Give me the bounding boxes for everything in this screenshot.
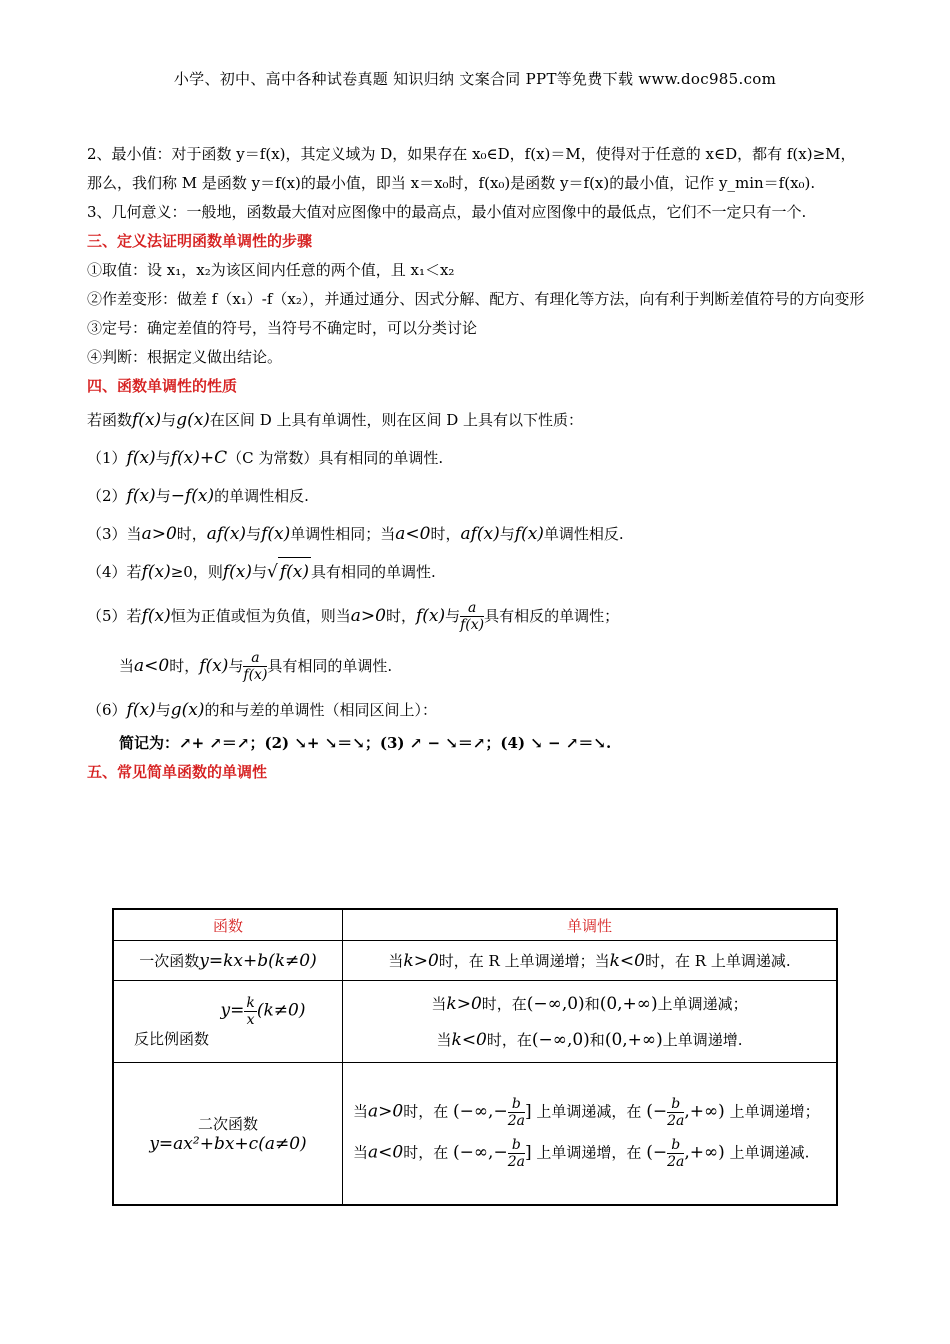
text: 上单调递增； bbox=[729, 1102, 820, 1121]
line-positive bbox=[353, 1096, 826, 1129]
text: 与 bbox=[499, 524, 515, 543]
section-heading-4: 四、函数单调性的性质 bbox=[87, 377, 238, 395]
text: 在区间 D 上具有单调性，则在区间 D 上具有以下性质： bbox=[209, 410, 584, 429]
math: f(x) bbox=[514, 523, 544, 544]
formula: y=kx+b(k≠0) bbox=[199, 951, 317, 971]
formula: y=ax²+bx+c(a≠0) bbox=[149, 1133, 307, 1154]
text: 上单调递减. bbox=[729, 1143, 810, 1162]
text: 与 bbox=[155, 486, 171, 505]
math-g: g(x) bbox=[176, 409, 210, 430]
text: 时， bbox=[169, 656, 200, 675]
math: f(x)+C bbox=[170, 447, 228, 468]
math: k<0 bbox=[451, 1029, 487, 1050]
cell-monotonicity bbox=[343, 981, 838, 1063]
denominator: f(x) bbox=[460, 616, 485, 633]
text: 时，在 bbox=[403, 1143, 449, 1162]
denominator: f(x) bbox=[243, 666, 268, 683]
text: 单调性相反. bbox=[543, 524, 624, 543]
denominator: x bbox=[246, 1011, 255, 1028]
text: 上单调递减，在 bbox=[536, 1102, 642, 1121]
text: 与 bbox=[246, 524, 262, 543]
text: 时，在 R 上单调递增；当 bbox=[438, 952, 610, 970]
text: 时，在 bbox=[403, 1102, 449, 1121]
interval: (−∞,− bbox=[453, 1142, 508, 1163]
summary-line: 简记为：↗+ ↗＝↗；(2) ↘+ ↘＝↘；(3) ↗ − ↘＝↗；(4) ↘ − ↗＝↘. bbox=[119, 734, 612, 752]
section-heading-3: 三、定义法证明函数单调性的步骤 bbox=[87, 232, 313, 250]
text: 与 bbox=[228, 656, 244, 675]
numerator: b bbox=[508, 1096, 525, 1113]
math-f: f(x) bbox=[132, 409, 162, 430]
paragraph-geometric-meaning: 3、几何意义：一般地，函数最大值对应图像中的最高点，最小值对应图像中的最低点，它们不一定只有一个. bbox=[87, 203, 807, 221]
math: f(x) bbox=[415, 605, 446, 626]
math: k<0 bbox=[609, 951, 645, 971]
text: 时， bbox=[176, 524, 207, 543]
text: 当 bbox=[353, 1102, 369, 1121]
text: 具有相同的单调性. bbox=[311, 562, 436, 581]
interval: ,+∞) bbox=[684, 1101, 725, 1122]
text: 单调性相同；当 bbox=[290, 524, 396, 543]
document-body bbox=[87, 140, 867, 787]
math: a<0 bbox=[134, 655, 170, 676]
text: 当 bbox=[119, 656, 135, 675]
text: 上单调递增，在 bbox=[536, 1143, 642, 1162]
text: 与 bbox=[155, 700, 171, 719]
text: ≥0，则 bbox=[170, 562, 223, 581]
math: f(x) bbox=[141, 561, 171, 582]
text: 与 bbox=[155, 448, 171, 467]
fraction bbox=[667, 1096, 684, 1129]
text: 当 bbox=[126, 524, 142, 543]
math: f(x) bbox=[141, 605, 171, 626]
numerator: a bbox=[460, 600, 484, 617]
fraction bbox=[243, 650, 267, 683]
number: （3） bbox=[87, 524, 127, 543]
table-header-row bbox=[113, 909, 837, 941]
text: 时，在 bbox=[481, 994, 527, 1013]
math: a>0 bbox=[350, 605, 386, 626]
interval: (−∞,− bbox=[453, 1101, 508, 1122]
step-2: ②作差变形：做差 f（x₁）-f（x₂），并通过通分、因式分解、配方、有理化等方法，向有利于判断差值符号的方向变形 bbox=[87, 290, 865, 308]
math: −f(x) bbox=[170, 485, 215, 506]
math: af(x) bbox=[206, 523, 247, 544]
interval: ,+∞) bbox=[684, 1142, 725, 1163]
text: 恒为正值或恒为负值，则当 bbox=[170, 606, 351, 625]
number: （6） bbox=[87, 700, 127, 719]
number: （4） bbox=[87, 562, 127, 581]
paragraph-minimum: 2、最小值：对于函数 y＝f(x)，其定义域为 D，如果存在 x₀∈D，f(x)＝M，使得对于任意的 x∈D，都有 f(x)≥M，那么，我们称 M 是函数 y＝f(x)的最小值，即当 x＝x₀时，f(x₀)是函数 y＝f(x)的最小值，记作 y_min＝f(x₀). bbox=[87, 145, 856, 192]
text: 时，在 bbox=[486, 1030, 532, 1049]
number: （1） bbox=[87, 448, 127, 467]
column-header-monotonicity: 单调性 bbox=[343, 909, 838, 941]
property-4 bbox=[87, 553, 867, 591]
numerator: a bbox=[243, 650, 267, 667]
math: f(x) bbox=[126, 447, 156, 468]
text: 上单调递减； bbox=[657, 994, 748, 1013]
property-2 bbox=[87, 477, 867, 515]
text: 时，在 R 上单调递减. bbox=[645, 952, 791, 970]
property-3 bbox=[87, 515, 867, 553]
denominator: 2a bbox=[507, 1154, 525, 1171]
step-1: ①取值：设 x₁，x₂为该区间内任意的两个值，且 x₁＜x₂ bbox=[87, 261, 455, 279]
interval: (− bbox=[646, 1142, 668, 1163]
sqrt-sign: √ bbox=[267, 561, 278, 582]
math: g(x) bbox=[170, 699, 205, 720]
text: 和 bbox=[584, 994, 600, 1013]
text: 和 bbox=[589, 1030, 605, 1049]
table-row-quadratic bbox=[113, 1063, 837, 1205]
fraction bbox=[508, 1096, 525, 1129]
cell-function bbox=[113, 941, 343, 981]
numerator: k bbox=[246, 994, 255, 1011]
text: 的和与差的单调性（相同区间上）： bbox=[204, 700, 437, 719]
text: 具有相同的单调性. bbox=[267, 656, 393, 675]
cell-function bbox=[113, 1063, 343, 1205]
cell-function bbox=[113, 981, 343, 1063]
fraction bbox=[508, 1137, 525, 1170]
page-header: 小学、初中、高中各种试卷真题 知识归纳 文案合同 PPT等免费下载 www.doc985.com bbox=[173, 70, 777, 88]
math: a>0 bbox=[368, 1101, 404, 1122]
numerator: b bbox=[667, 1096, 684, 1113]
math: f(x) bbox=[261, 523, 291, 544]
interval: ] bbox=[524, 1101, 532, 1122]
math: k>0 bbox=[446, 993, 482, 1014]
property-5 bbox=[87, 591, 867, 641]
table-row-inverse bbox=[113, 981, 837, 1063]
fraction bbox=[460, 600, 484, 633]
text: 与 bbox=[445, 606, 461, 625]
math: f(x) bbox=[278, 557, 311, 587]
denominator: 2a bbox=[667, 1113, 685, 1130]
line-negative bbox=[353, 1137, 826, 1170]
text: 当 bbox=[353, 1143, 369, 1162]
fraction bbox=[667, 1137, 684, 1170]
formula: (k≠0) bbox=[256, 1000, 306, 1020]
text: 上单调递增. bbox=[662, 1030, 743, 1049]
interval: (− bbox=[646, 1101, 668, 1122]
property-5-continued bbox=[87, 641, 867, 691]
property-1 bbox=[87, 439, 867, 477]
interval: ] bbox=[524, 1142, 532, 1163]
numerator: b bbox=[667, 1137, 684, 1154]
number: （5） bbox=[87, 606, 127, 625]
formula: y= bbox=[220, 1000, 245, 1020]
function-name: 反比例函数 bbox=[134, 1029, 210, 1048]
math: k>0 bbox=[403, 951, 439, 971]
formula-line bbox=[124, 995, 332, 1028]
line-negative bbox=[353, 1022, 826, 1058]
text: 时， bbox=[385, 606, 416, 625]
fraction bbox=[244, 995, 256, 1028]
line-positive bbox=[353, 986, 826, 1022]
interval: (−∞,0) bbox=[531, 1029, 590, 1050]
interval: (−∞,0) bbox=[526, 993, 585, 1014]
property-6 bbox=[87, 691, 867, 729]
text: 具有相反的单调性； bbox=[484, 606, 620, 625]
text: 若 bbox=[126, 562, 142, 581]
denominator: 2a bbox=[507, 1113, 525, 1130]
text: 当 bbox=[436, 1030, 452, 1049]
function-name: 一次函数 bbox=[139, 952, 200, 970]
math: f(x) bbox=[199, 655, 229, 676]
interval: (0,+∞) bbox=[599, 993, 658, 1014]
cell-monotonicity bbox=[343, 941, 838, 981]
text: 的单调性相反. bbox=[214, 486, 309, 505]
math: a<0 bbox=[395, 523, 431, 544]
text: 与 bbox=[161, 410, 177, 429]
math: f(x) bbox=[126, 699, 156, 720]
text: （C 为常数）具有相同的单调性. bbox=[227, 448, 444, 467]
cell-monotonicity bbox=[343, 1063, 838, 1205]
table-row-linear bbox=[113, 941, 837, 981]
denominator: 2a bbox=[667, 1154, 685, 1171]
text: 当 bbox=[431, 994, 447, 1013]
math: f(x) bbox=[222, 561, 252, 582]
section-heading-5: 五、常见简单函数的单调性 bbox=[87, 763, 268, 781]
text: 若 bbox=[126, 606, 142, 625]
text: 当 bbox=[388, 952, 404, 970]
math: a<0 bbox=[368, 1142, 404, 1163]
step-4: ④判断：根据定义做出结论。 bbox=[87, 348, 283, 366]
function-name: 二次函数 bbox=[197, 1114, 258, 1133]
text: 时， bbox=[430, 524, 461, 543]
math: af(x) bbox=[460, 523, 500, 544]
monotonicity-table bbox=[112, 908, 838, 1206]
interval: (0,+∞) bbox=[604, 1029, 663, 1050]
math: a>0 bbox=[141, 523, 177, 544]
step-3: ③定号：确定差值的符号，当符号不确定时，可以分类讨论 bbox=[87, 319, 478, 337]
number: （2） bbox=[87, 486, 127, 505]
column-header-function: 函数 bbox=[113, 909, 343, 941]
text: 与 bbox=[252, 562, 268, 581]
numerator: b bbox=[508, 1137, 525, 1154]
properties-intro bbox=[87, 401, 867, 439]
math: f(x) bbox=[126, 485, 156, 506]
text: 若函数 bbox=[87, 410, 133, 429]
